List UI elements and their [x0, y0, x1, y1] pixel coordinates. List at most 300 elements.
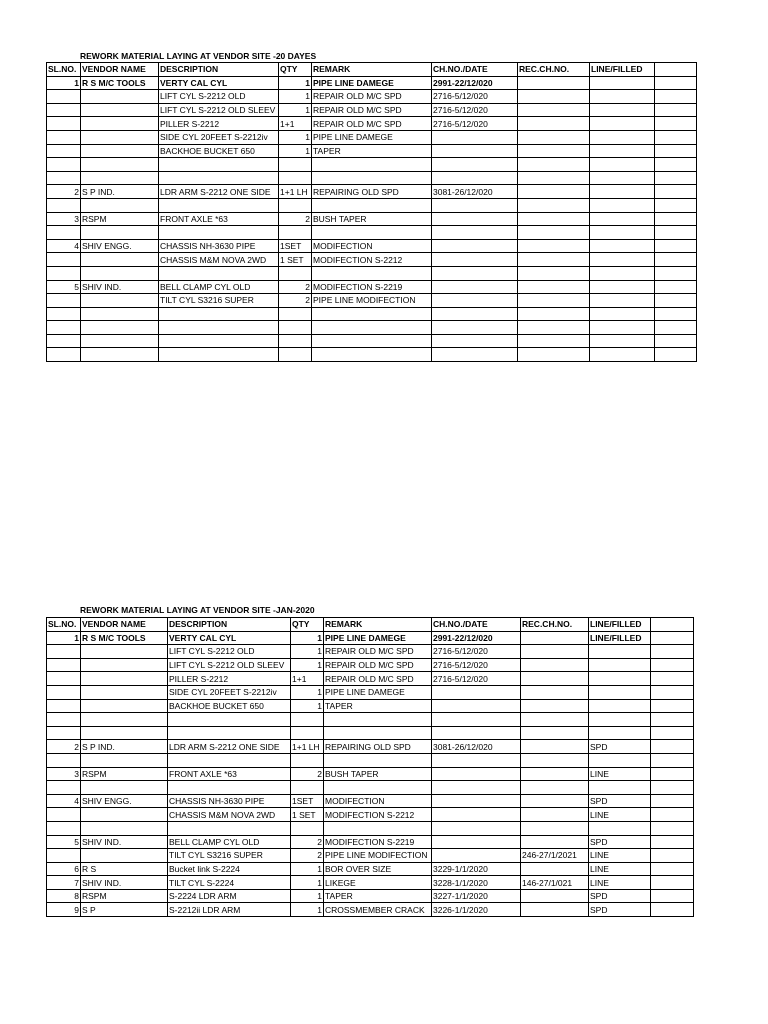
table-cell: [47, 821, 81, 835]
table-cell: [312, 226, 432, 240]
table-cell: [81, 753, 168, 767]
table-cell: [518, 130, 590, 144]
table-row: [47, 171, 697, 185]
table-cell: 246-27/1/2021: [521, 849, 589, 863]
table-cell: R S M/C TOOLS: [81, 76, 159, 90]
table-cell: [521, 713, 589, 727]
table-cell: [518, 144, 590, 158]
column-header: DESCRIPTION: [168, 618, 291, 632]
table-cell: [159, 321, 279, 335]
table-cell: [81, 307, 159, 321]
table-cell: 2716-5/12/020: [432, 645, 521, 659]
table-cell: [47, 726, 81, 740]
table-cell: [81, 808, 168, 822]
table-cell: [432, 835, 521, 849]
table-cell: 8: [47, 889, 81, 903]
table-cell: [81, 781, 168, 795]
table2-title: REWORK MATERIAL LAYING AT VENDOR SITE -JAN-2020: [80, 605, 315, 615]
table-cell: [81, 713, 168, 727]
table-cell: SPD: [589, 740, 651, 754]
table-cell: [312, 158, 432, 172]
table-cell: [432, 321, 518, 335]
table-cell: CHASSIS M&M NOVA 2WD: [159, 253, 279, 267]
table-cell: [590, 171, 655, 185]
table-cell: [432, 253, 518, 267]
table-cell: [655, 334, 697, 348]
table-cell: 1: [291, 645, 324, 659]
table-cell: LDR ARM S-2212 ONE SIDE: [168, 740, 291, 754]
table-cell: [589, 726, 651, 740]
table-cell: [279, 266, 312, 280]
table-row: [47, 645, 694, 659]
table-cell: SPD: [589, 889, 651, 903]
table-cell: [47, 321, 81, 335]
table-cell: FRONT AXLE *63: [168, 767, 291, 781]
table-cell: [589, 645, 651, 659]
table-cell: [47, 307, 81, 321]
table-cell: [589, 753, 651, 767]
table-cell: PIPE LINE MODIFECTION: [324, 849, 432, 863]
table-cell: 1: [279, 144, 312, 158]
table-row: [47, 226, 697, 240]
table-cell: SHIV IND.: [81, 280, 159, 294]
table-cell: RSPM: [81, 889, 168, 903]
table-cell: [312, 307, 432, 321]
table-cell: [47, 90, 81, 104]
table-cell: [655, 321, 697, 335]
table-cell: SPD: [589, 794, 651, 808]
table-cell: REPAIR OLD M/C SPD: [324, 658, 432, 672]
table-cell: [432, 849, 521, 863]
table-cell: [47, 334, 81, 348]
table-cell: [590, 226, 655, 240]
table-cell: [651, 835, 694, 849]
table-cell: R S: [81, 862, 168, 876]
table-cell: S-2224 LDR ARM: [168, 889, 291, 903]
table-cell: [81, 103, 159, 117]
table-cell: 9: [47, 903, 81, 917]
table-cell: [168, 821, 291, 835]
table-cell: [518, 226, 590, 240]
table-cell: [590, 212, 655, 226]
table-cell: [655, 130, 697, 144]
table-cell: [590, 158, 655, 172]
table-cell: [47, 294, 81, 308]
table-row: [47, 753, 694, 767]
table2: [46, 617, 694, 917]
table-cell: [518, 239, 590, 253]
table-cell: 2: [47, 185, 81, 199]
table-cell: [655, 348, 697, 362]
table-cell: [81, 658, 168, 672]
table-cell: 1 SET: [279, 253, 312, 267]
table-row: [47, 253, 697, 267]
table-cell: 2991-22/12/020: [432, 631, 521, 645]
table-cell: [521, 672, 589, 686]
table-cell: [432, 158, 518, 172]
table-cell: MODIFECTION: [324, 794, 432, 808]
table-cell: [655, 253, 697, 267]
table-cell: [81, 726, 168, 740]
table-cell: [521, 781, 589, 795]
table-cell: Bucket link S-2224: [168, 862, 291, 876]
table-cell: [521, 862, 589, 876]
table-cell: [81, 699, 168, 713]
table-cell: [432, 171, 518, 185]
table-cell: 4: [47, 239, 81, 253]
column-header: REMARK: [324, 618, 432, 632]
table-cell: [521, 889, 589, 903]
table-cell: CROSSMEMBER CRACK: [324, 903, 432, 917]
column-header: CH.NO./DATE: [432, 618, 521, 632]
table-cell: [47, 158, 81, 172]
table-cell: [518, 253, 590, 267]
table-cell: [279, 334, 312, 348]
table-cell: 1: [279, 103, 312, 117]
table-row: [47, 876, 694, 890]
table-cell: [291, 753, 324, 767]
table-row: [47, 76, 697, 90]
table-row: [47, 294, 697, 308]
table-cell: [655, 198, 697, 212]
table-cell: BELL CLAMP CYL OLD: [168, 835, 291, 849]
table-cell: CHASSIS M&M NOVA 2WD: [168, 808, 291, 822]
table-row: [47, 103, 697, 117]
table-cell: [521, 753, 589, 767]
table-cell: 1: [47, 76, 81, 90]
table-cell: [47, 226, 81, 240]
table-cell: [518, 321, 590, 335]
table-cell: R S M/C TOOLS: [81, 631, 168, 645]
table-cell: [590, 198, 655, 212]
table-cell: 1: [291, 631, 324, 645]
table-row: [47, 266, 697, 280]
table-row: [47, 862, 694, 876]
table-cell: [159, 158, 279, 172]
table-cell: [590, 266, 655, 280]
table-cell: [81, 849, 168, 863]
table-row: [47, 144, 697, 158]
table-cell: 1: [291, 862, 324, 876]
table-cell: [432, 239, 518, 253]
table-cell: 5: [47, 280, 81, 294]
table-cell: [590, 117, 655, 131]
table-cell: [81, 130, 159, 144]
table-cell: 1: [279, 90, 312, 104]
table-cell: LIKEGE: [324, 876, 432, 890]
table-cell: [518, 212, 590, 226]
table-cell: 1: [47, 631, 81, 645]
table-cell: [47, 253, 81, 267]
table-row: [47, 90, 697, 104]
table-cell: [518, 117, 590, 131]
table-cell: [47, 103, 81, 117]
table-cell: [590, 294, 655, 308]
table-cell: CHASSIS NH-3630 PIPE: [168, 794, 291, 808]
table-cell: [279, 198, 312, 212]
table-cell: [651, 767, 694, 781]
table-cell: S P IND.: [81, 185, 159, 199]
table-row: [47, 239, 697, 253]
table-cell: [590, 280, 655, 294]
table-cell: [81, 266, 159, 280]
table-cell: [432, 212, 518, 226]
table-cell: [590, 185, 655, 199]
table-row: [47, 794, 694, 808]
table-cell: [47, 117, 81, 131]
table-cell: [521, 631, 589, 645]
table-cell: [81, 294, 159, 308]
column-header: REC.CH.NO.: [518, 63, 590, 77]
table-cell: 1SET: [279, 239, 312, 253]
table-cell: SHIV IND.: [81, 835, 168, 849]
table-cell: [521, 699, 589, 713]
table-cell: [312, 348, 432, 362]
column-header: CH.NO./DATE: [432, 63, 518, 77]
table-cell: [279, 158, 312, 172]
table-cell: PILLER S-2212: [159, 117, 279, 131]
table-cell: [291, 726, 324, 740]
table-cell: 3226-1/1/2020: [432, 903, 521, 917]
table-cell: [432, 280, 518, 294]
table-cell: 1+1: [279, 117, 312, 131]
table-cell: [521, 808, 589, 822]
table-cell: BUSH TAPER: [324, 767, 432, 781]
table-cell: RSPM: [81, 212, 159, 226]
table-cell: LIFT CYL S-2212 OLD: [168, 645, 291, 659]
table-cell: [432, 307, 518, 321]
table-cell: 2716-5/12/020: [432, 90, 518, 104]
table-cell: FRONT AXLE *63: [159, 212, 279, 226]
table-cell: [655, 117, 697, 131]
table-cell: [521, 685, 589, 699]
table-cell: 1+1 LH: [291, 740, 324, 754]
table-row: [47, 672, 694, 686]
table-cell: [291, 781, 324, 795]
table-cell: TAPER: [324, 699, 432, 713]
table-row: [47, 808, 694, 822]
table-cell: [168, 781, 291, 795]
table-row: [47, 212, 697, 226]
table-cell: LIFT CYL S-2212 OLD SLEEV: [168, 658, 291, 672]
table-cell: 1: [291, 889, 324, 903]
table-cell: BACKHOE BUCKET 650: [168, 699, 291, 713]
table-cell: [651, 753, 694, 767]
table-cell: [521, 767, 589, 781]
table-cell: [81, 253, 159, 267]
table-row: [47, 198, 697, 212]
table-cell: [651, 645, 694, 659]
table-cell: TILT CYL S-2224: [168, 876, 291, 890]
table-cell: [159, 334, 279, 348]
table-cell: [159, 198, 279, 212]
table-cell: LINE: [589, 849, 651, 863]
table-cell: [518, 103, 590, 117]
table-cell: [81, 117, 159, 131]
table-cell: [47, 713, 81, 727]
table-cell: [655, 307, 697, 321]
table-cell: [655, 185, 697, 199]
table-cell: [47, 130, 81, 144]
table-cell: REPAIR OLD M/C SPD: [324, 645, 432, 659]
table-row: [47, 185, 697, 199]
table-row: [47, 130, 697, 144]
table-cell: [81, 334, 159, 348]
table-cell: 1: [291, 699, 324, 713]
column-header: REC.CH.NO.: [521, 618, 589, 632]
table-cell: BUSH TAPER: [312, 212, 432, 226]
table-cell: [159, 266, 279, 280]
table-cell: [655, 158, 697, 172]
table-cell: [590, 103, 655, 117]
table-cell: [432, 294, 518, 308]
table-cell: [432, 808, 521, 822]
table-cell: 3081-26/12/020: [432, 185, 518, 199]
table-cell: [159, 307, 279, 321]
table-row: [47, 781, 694, 795]
table-cell: [521, 726, 589, 740]
table-cell: [159, 226, 279, 240]
table-cell: 2: [291, 835, 324, 849]
table-cell: 2991-22/12/020: [432, 76, 518, 90]
table-cell: [590, 76, 655, 90]
table-cell: [432, 753, 521, 767]
table-cell: [47, 348, 81, 362]
table-cell: [518, 294, 590, 308]
column-header: [655, 63, 697, 77]
table-cell: 3229-1/1/2020: [432, 862, 521, 876]
table-cell: [432, 348, 518, 362]
table-cell: [655, 76, 697, 90]
table-cell: [518, 90, 590, 104]
column-header: LINE/FILLED: [589, 618, 651, 632]
table-row: [47, 658, 694, 672]
table-cell: [589, 781, 651, 795]
table-cell: [432, 334, 518, 348]
table-cell: VERTY CAL CYL: [168, 631, 291, 645]
table-cell: 5: [47, 835, 81, 849]
table-row: [47, 321, 697, 335]
table-cell: 1: [291, 876, 324, 890]
table-cell: [655, 226, 697, 240]
table-cell: [590, 307, 655, 321]
table-cell: [590, 321, 655, 335]
table-cell: [432, 130, 518, 144]
table-cell: [432, 198, 518, 212]
table-cell: PILLER S-2212: [168, 672, 291, 686]
table-cell: BELL CLAMP CYL OLD: [159, 280, 279, 294]
table-cell: [518, 266, 590, 280]
table-cell: [279, 348, 312, 362]
table-row: [47, 849, 694, 863]
table-cell: [651, 903, 694, 917]
table-cell: [589, 685, 651, 699]
header-row: [47, 618, 694, 632]
table-row: [47, 307, 697, 321]
table-cell: [655, 171, 697, 185]
table-cell: [81, 90, 159, 104]
table-cell: MODIFECTION: [312, 239, 432, 253]
table-cell: 1+1: [291, 672, 324, 686]
table-cell: [651, 713, 694, 727]
table-cell: [651, 821, 694, 835]
table-cell: [651, 889, 694, 903]
table-cell: [47, 171, 81, 185]
table-cell: 1: [279, 130, 312, 144]
table-cell: [432, 685, 521, 699]
table-cell: 1: [291, 658, 324, 672]
table-cell: [521, 740, 589, 754]
table-cell: [432, 699, 521, 713]
table-cell: TAPER: [324, 889, 432, 903]
column-header: VENDOR NAME: [81, 63, 159, 77]
table-cell: [651, 794, 694, 808]
table-cell: SIDE CYL 20FEET S-2212iv: [159, 130, 279, 144]
table-cell: [47, 658, 81, 672]
table-row: [47, 631, 694, 645]
table-cell: [518, 76, 590, 90]
table-cell: [324, 781, 432, 795]
table-cell: [324, 753, 432, 767]
table-cell: [651, 781, 694, 795]
table-cell: SHIV ENGG.: [81, 239, 159, 253]
table-cell: [589, 658, 651, 672]
table-cell: [81, 685, 168, 699]
table-cell: [518, 158, 590, 172]
table-cell: 2716-5/12/020: [432, 658, 521, 672]
table-cell: [47, 672, 81, 686]
header-row: [47, 63, 697, 77]
table-cell: [651, 726, 694, 740]
table-cell: [279, 171, 312, 185]
table-cell: [432, 266, 518, 280]
table-cell: 2716-5/12/020: [432, 103, 518, 117]
table-cell: [432, 767, 521, 781]
table-cell: 1: [291, 685, 324, 699]
table-cell: [518, 307, 590, 321]
column-header: VENDOR NAME: [81, 618, 168, 632]
table-cell: [168, 726, 291, 740]
table-cell: MODIFECTION S-2212: [324, 808, 432, 822]
table-cell: PIPE LINE DAMEGE: [324, 685, 432, 699]
table-cell: 1: [291, 903, 324, 917]
table-cell: [590, 90, 655, 104]
table-cell: [47, 699, 81, 713]
table-cell: [432, 726, 521, 740]
table-cell: SHIV IND.: [81, 876, 168, 890]
table-cell: 2: [279, 294, 312, 308]
table-row: [47, 726, 694, 740]
table-cell: 146-27/1/021: [521, 876, 589, 890]
table-cell: MODIFECTION S-2219: [324, 835, 432, 849]
table-cell: LDR ARM S-2212 ONE SIDE: [159, 185, 279, 199]
table-cell: [279, 321, 312, 335]
table-row: [47, 158, 697, 172]
table-cell: [521, 903, 589, 917]
table-cell: PIPE LINE DAMEGE: [312, 76, 432, 90]
table-cell: 2: [279, 212, 312, 226]
table-cell: [47, 849, 81, 863]
table-row: [47, 699, 694, 713]
table-cell: [312, 266, 432, 280]
table-cell: 2: [47, 740, 81, 754]
table-cell: [655, 212, 697, 226]
table-cell: [291, 821, 324, 835]
table-cell: [518, 334, 590, 348]
table-cell: [521, 821, 589, 835]
table-cell: [590, 334, 655, 348]
table-cell: [168, 753, 291, 767]
